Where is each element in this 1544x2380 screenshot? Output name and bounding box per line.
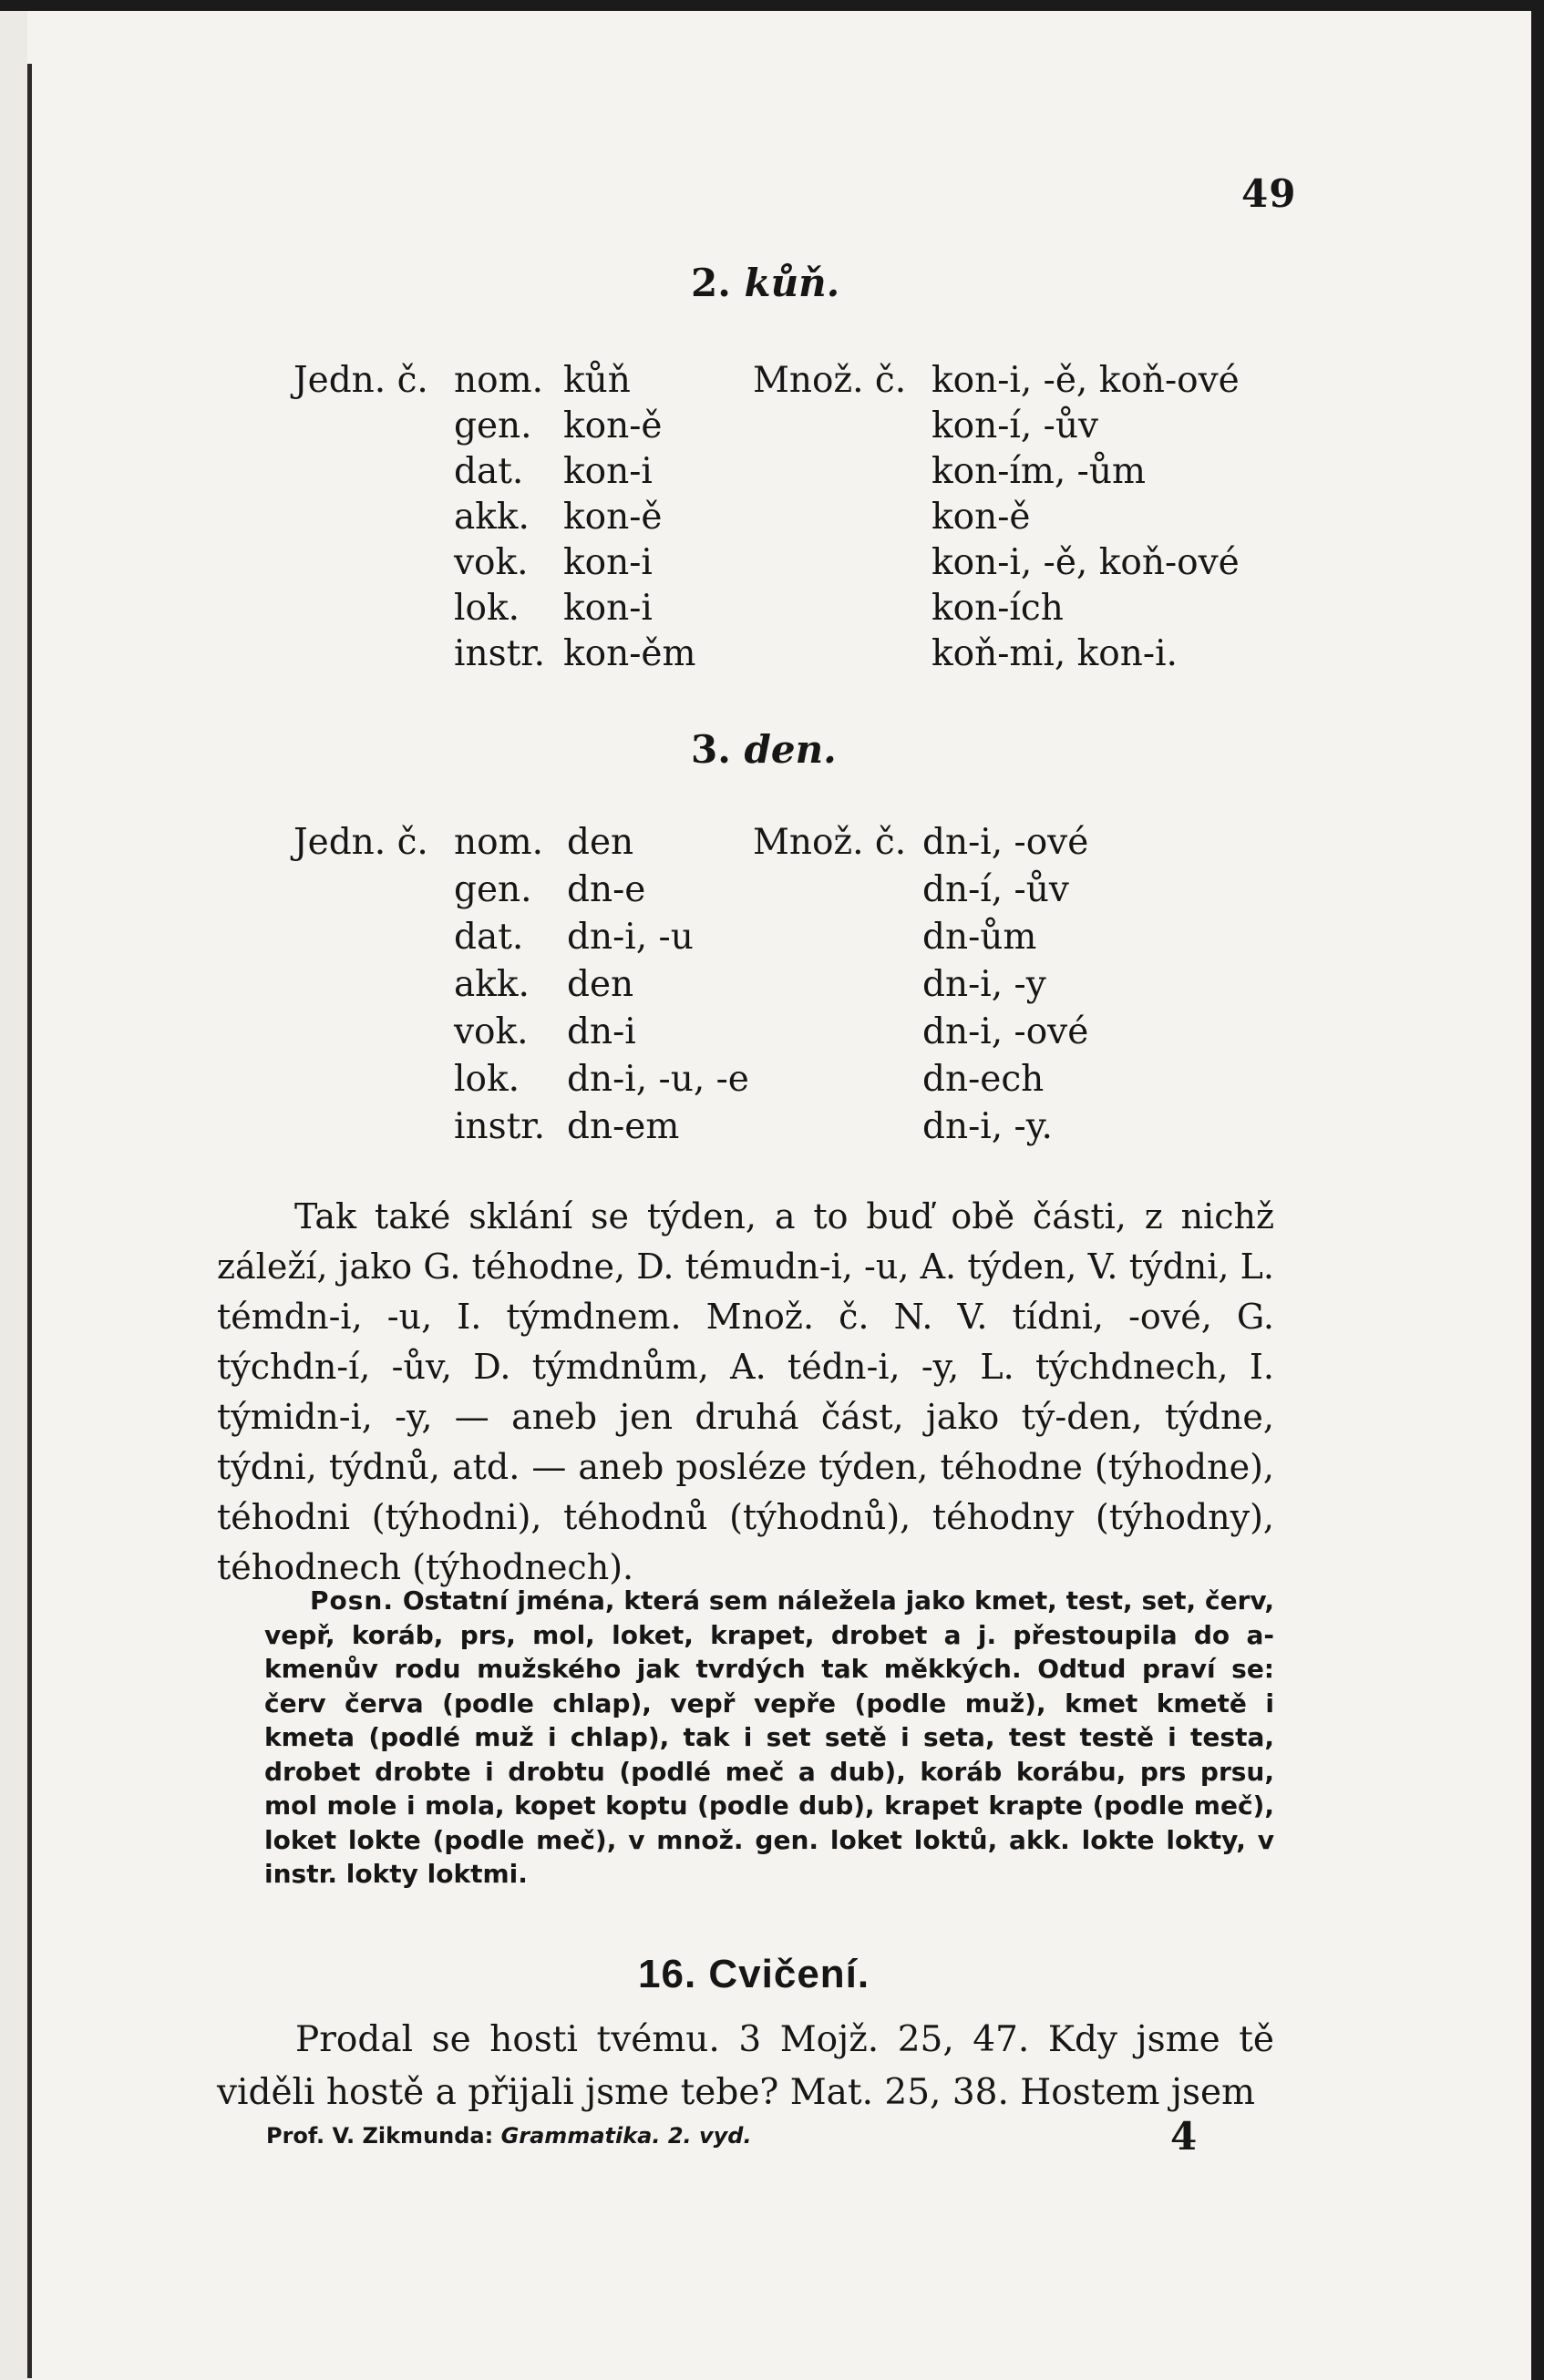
case-label: lok.: [454, 1059, 520, 1100]
singular-form: kůň: [563, 360, 631, 401]
singular-form: kon-i: [563, 542, 653, 583]
singular-form: dn-i: [567, 1011, 636, 1052]
singular-label: Jedn. č.: [293, 360, 428, 401]
plural-form: dn-i, -y: [922, 964, 1046, 1005]
plural-form: dn-í, -ův: [922, 869, 1069, 910]
singular-form: kon-i: [563, 451, 653, 492]
footnote: [264, 1584, 1274, 1892]
heading-word: kůň.: [744, 261, 840, 305]
plural-form: kon-ím, -ům: [932, 451, 1146, 492]
case-label: gen.: [454, 405, 532, 446]
singular-form: dn-e: [567, 869, 646, 910]
plural-form: dn-ech: [922, 1059, 1045, 1100]
case-label: dat.: [454, 917, 524, 958]
case-label: akk.: [454, 964, 530, 1005]
singular-form: kon-i: [563, 588, 653, 629]
singular-form: dn-i, -u, -e: [567, 1059, 749, 1100]
plural-form: kon-ích: [932, 588, 1064, 629]
singular-label: Jedn. č.: [293, 822, 428, 863]
singular-form: den: [567, 822, 634, 863]
tyden-paragraph: [217, 1192, 1274, 1593]
case-label: nom.: [454, 822, 543, 863]
heading-kun: [691, 261, 839, 305]
case-label: vok.: [454, 1011, 529, 1052]
exercise-text: [217, 2014, 1274, 2119]
case-label: gen.: [454, 869, 532, 910]
heading-number: 3.: [691, 727, 731, 772]
plural-form: dn-i, -y.: [922, 1106, 1053, 1147]
scan-border-top: [0, 0, 1544, 11]
heading-number: 2.: [691, 261, 731, 305]
singular-form: kon-ě: [563, 405, 663, 446]
plural-form: dn-i, -ové: [922, 1011, 1089, 1052]
singular-form: dn-em: [567, 1106, 680, 1147]
singular-form: kon-ě: [563, 497, 663, 538]
case-label: akk.: [454, 497, 530, 538]
plural-label: Množ. č.: [753, 822, 907, 863]
plural-form: kon-í, -ův: [932, 405, 1099, 446]
plural-label: Množ. č.: [753, 360, 907, 401]
signature-mark: 4: [1170, 2114, 1198, 2159]
paragraph-text: Tak také sklání se týden, a to buď obě části, z nichž záleží, jako G. téhodne, D. témudn-i, -u, A. týden, V. týdni, L. témdn-i, -u, I. týmdnem. Množ. č. N. V. tídni, -ové, G. týchdn-í, -ův, D. týmdnům, A. tédn-i, -y, L. týchdnech, I. týmidn-i, -y, — aneb jen druhá část, jako tý-den, týdne, týdni, týdnů, atd. — aneb posléze týden, téhodne (týhodne), téhodni (týhodni), téhodnů (týhodnů), téhodny (týhodny), téhodnech (týhodnech).: [217, 1196, 1274, 1587]
heading-den: [691, 727, 837, 772]
plural-form: kon-ě: [932, 497, 1031, 538]
binding-edge: [27, 64, 32, 2378]
page-margin: [0, 0, 27, 2380]
note-text: Ostatní jména, která sem náležela jako kmet, test, set, červ, vepř, koráb, prs, mol, loket, krapet, drobet a j. přestoupila do a-kmenův rodu mužského jak tvrdých tak měkkých. Odtud praví se: červ červa (podle chlap), vepř vepře (podle muž), kmet kmetě i kmeta (podlé muž i chlap), tak i set setě i seta, test testě i testa, drobet drobte i drobtu (podlé meč a dub), koráb korábu, prs prsu, mol mole i mola, kopet koptu (podle dub), krapet krapte (podle meč), loket lokte (podle meč), v množ. gen. loket loktů, akk. lokte lokty, v instr. lokty loktmi.: [264, 1585, 1275, 1889]
case-label: nom.: [454, 360, 543, 401]
singular-form: kon-ěm: [563, 633, 696, 674]
case-label: vok.: [454, 542, 529, 583]
singular-form: den: [567, 964, 634, 1005]
footer-line: [266, 2123, 752, 2149]
exercise-body: Prodal se hosti tvému. 3 Mojž. 25, 47. Kdy jsme tě viděli hostě a přijali jsme tebe? Mat. 25, 38. Hostem jsem: [217, 2019, 1274, 2113]
scan-border-right: [1531, 0, 1544, 2380]
section-title: 16. Cvičení.: [638, 1952, 870, 1996]
plural-form: koň-mi, kon-i.: [932, 633, 1178, 674]
plural-form: dn-ům: [922, 917, 1037, 958]
footer-title: Grammatika. 2. vyd.: [500, 2123, 752, 2149]
case-label: lok.: [454, 588, 520, 629]
footer-author: Prof. V. Zikmunda:: [266, 2123, 494, 2149]
case-label: dat.: [454, 451, 524, 492]
plural-form: kon-i, -ě, koň-ové: [932, 542, 1240, 583]
note-label: Posn.: [310, 1585, 394, 1616]
singular-form: dn-i, -u: [567, 917, 694, 958]
page-number: 49: [1241, 171, 1297, 216]
case-label: instr.: [454, 1106, 546, 1147]
heading-word: den.: [744, 727, 837, 772]
plural-form: dn-i, -ové: [922, 822, 1089, 863]
case-label: instr.: [454, 633, 546, 674]
plural-form: kon-i, -ě, koň-ové: [932, 360, 1240, 401]
